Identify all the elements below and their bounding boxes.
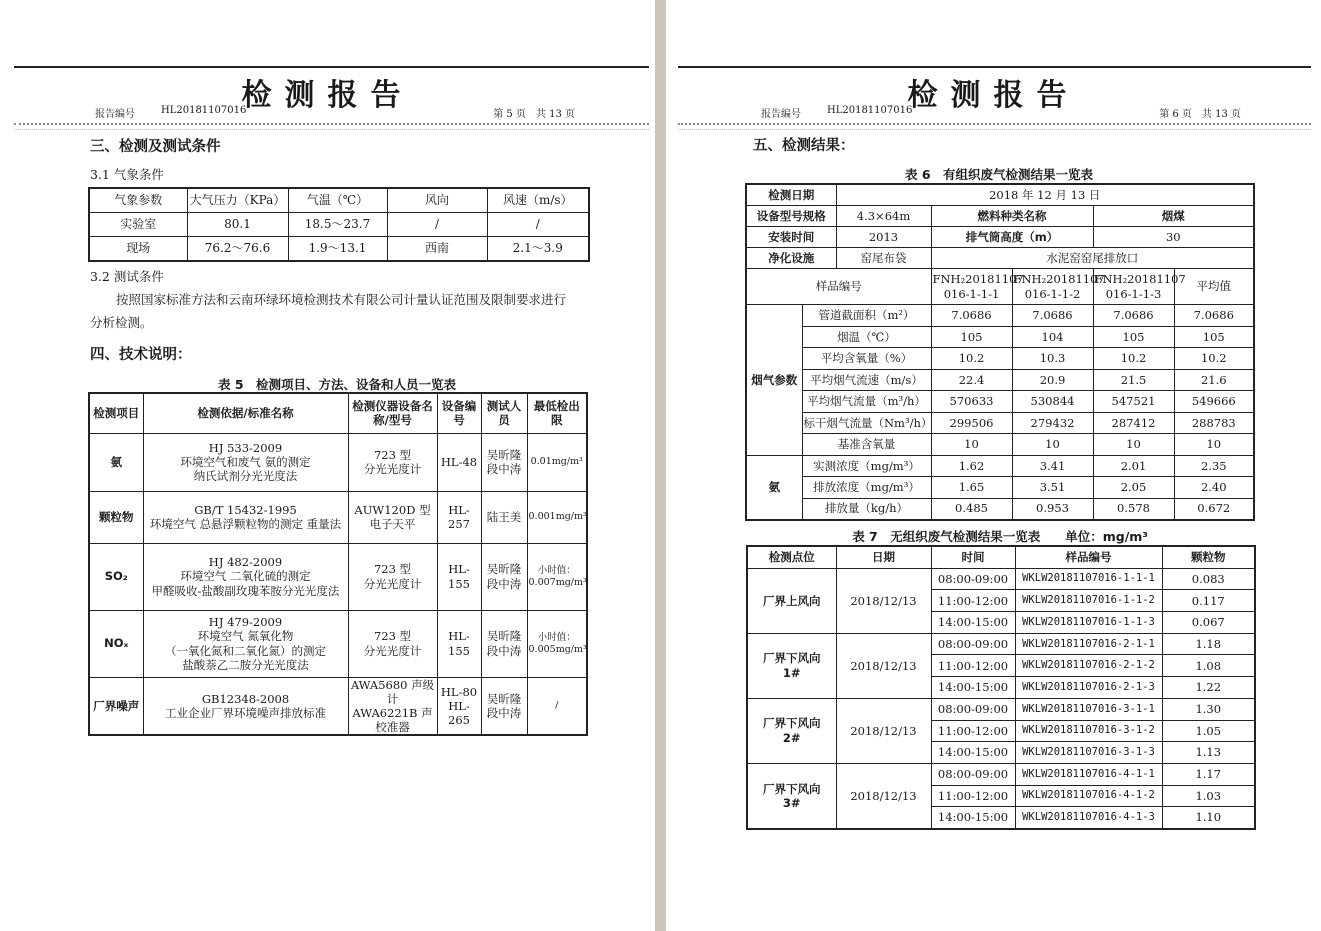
param-name-cell: 标干烟气流量（Nm³/h） xyxy=(802,412,931,434)
table-row xyxy=(746,369,1254,391)
table6-body xyxy=(746,305,1254,520)
table-cell: 平均值 xyxy=(1174,269,1254,305)
report-no: HL20181107016 xyxy=(161,105,247,116)
staff-cell xyxy=(481,543,527,610)
page-binding-gap xyxy=(655,0,666,931)
cell-line: HL-265 xyxy=(448,698,470,727)
param-name-cell: 排放量（kg/h） xyxy=(802,498,931,520)
cell-line: HL-48 xyxy=(440,454,478,469)
header-rule xyxy=(14,66,649,68)
table-cell: 西南 xyxy=(387,237,487,262)
item-cell: SO₂ xyxy=(89,543,143,610)
point-cell: 厂界下风向 2# xyxy=(747,698,836,763)
cell-line: 分光光度计 xyxy=(363,462,422,476)
param-name-cell: 实测浓度（mg/m³） xyxy=(802,455,931,477)
table-cell: WKLW20181107016-2-1-1 xyxy=(1015,633,1162,655)
param-name-cell: 平均烟气流速（m/s） xyxy=(802,369,931,391)
table-cell: WKLW20181107016-3-1-3 xyxy=(1015,742,1162,764)
table-cell: / xyxy=(387,213,487,237)
cell-line: HL-155 xyxy=(448,562,470,591)
staff-cell xyxy=(481,433,527,491)
table-cell: 1.17 xyxy=(1162,763,1255,785)
report-no: HL20181107016 xyxy=(827,105,913,116)
table-cell: 10 xyxy=(931,434,1012,456)
table-header-cell: 安装时间 xyxy=(746,227,836,248)
table-cell: 14:00-15:00 xyxy=(931,807,1015,829)
table-cell: 7.0686 xyxy=(1174,305,1254,327)
cell-line: 小时值： xyxy=(537,564,576,576)
table-cell: 3.41 xyxy=(1012,455,1093,477)
param-name-cell: 平均含氧量（%） xyxy=(802,348,931,370)
table5 xyxy=(88,392,588,736)
table-row xyxy=(746,269,1254,305)
cell-line: 电子天平 xyxy=(369,517,416,531)
table5-body xyxy=(89,433,587,735)
table-cell: 10.3 xyxy=(1012,348,1093,370)
table-cell: 2.35 xyxy=(1174,455,1254,477)
test-text-line1: 按照国家标准方法和云南环绿环境检测技术有限公司计量认证范围及限制要求进行 xyxy=(116,292,567,307)
table-row xyxy=(747,698,1255,720)
table-cell: 2.01 xyxy=(1093,455,1174,477)
cell-line: HL-80 xyxy=(440,684,478,699)
header-rule xyxy=(678,66,1311,68)
cell-line: HL-155 xyxy=(448,629,470,658)
limit-cell xyxy=(527,491,587,543)
section-4-heading: 四、技术说明： xyxy=(90,347,192,363)
table-row xyxy=(746,348,1254,370)
report-no-label: 报告编号 xyxy=(761,109,801,120)
cell-line: HJ 482-2009 xyxy=(208,555,283,570)
page-info: 第 5 页 共 13 页 xyxy=(493,109,575,120)
table-row xyxy=(746,184,1254,206)
cell-line: GB/T 15432-1995 xyxy=(194,502,297,517)
table-header-cell: 设备编号 xyxy=(437,393,481,433)
param-name-cell: 管道截面积（m²） xyxy=(802,305,931,327)
limit-cell xyxy=(527,543,587,610)
cell-line: 0.001mg/m³ xyxy=(528,511,587,523)
table-cell: 实验室 xyxy=(89,213,187,237)
table-header-cell: 设备型号规格 xyxy=(746,206,836,227)
table-cell: 1.62 xyxy=(931,455,1012,477)
table-cell: 1.65 xyxy=(931,477,1012,499)
table-cell: 窑尾布袋 xyxy=(836,248,931,269)
standard-cell xyxy=(143,677,348,735)
table6-caption: 表 6 有组织废气检测结果一览表 xyxy=(904,167,1094,182)
limit-cell xyxy=(527,677,587,735)
table-cell: 21.5 xyxy=(1093,369,1174,391)
weather-table xyxy=(88,187,590,262)
table-cell: WKLW20181107016-4-1-3 xyxy=(1015,807,1162,829)
table-cell: 08:00-09:00 xyxy=(931,568,1015,590)
table-cell: 1.30 xyxy=(1162,698,1255,720)
table-header-cell: 检测项目 xyxy=(89,393,143,433)
table-cell: 1.03 xyxy=(1162,785,1255,807)
table-cell: FNH₂20181107 016-1-1-2 xyxy=(1012,269,1093,305)
cell-line: / xyxy=(555,699,559,711)
table-row xyxy=(89,213,589,237)
table-cell: 1.9～13.1 xyxy=(288,237,387,262)
cell-line: （一氧化氮和二氧化氮）的测定 xyxy=(165,643,326,658)
table-cell: 30 xyxy=(1093,227,1254,248)
table-header-cell: 时间 xyxy=(931,546,1015,568)
table-cell: 现场 xyxy=(89,237,187,262)
table-cell: 08:00-09:00 xyxy=(931,633,1015,655)
table-header-cell: 最低检出限 xyxy=(527,393,587,433)
param-name-cell: 平均烟气流量（m³/h） xyxy=(802,391,931,413)
table-row xyxy=(746,227,1254,248)
table-cell: WKLW20181107016-3-1-1 xyxy=(1015,698,1162,720)
point-cell: 厂界下风向 3# xyxy=(747,763,836,829)
table-cell: 4.3×64m xyxy=(836,206,931,227)
table-header-cell: 检测依据/标准名称 xyxy=(143,393,348,433)
standard-cell xyxy=(143,491,348,543)
table-cell: 11:00-12:00 xyxy=(931,655,1015,677)
cell-line: AWA6221B 声校准器 xyxy=(352,705,433,734)
table-cell: 105 xyxy=(931,326,1012,348)
table-row xyxy=(746,326,1254,348)
group-cell: 烟气参数 xyxy=(746,305,802,456)
item-cell: 颗粒物 xyxy=(89,491,143,543)
table-header-cell: 检测点位 xyxy=(747,546,836,568)
table-header-cell: 颗粒物 xyxy=(1162,546,1255,568)
table-row xyxy=(746,206,1254,227)
table-row xyxy=(746,498,1254,520)
table-row xyxy=(747,568,1255,590)
table-cell: 10 xyxy=(1012,434,1093,456)
table-header-cell: 日期 xyxy=(836,546,931,568)
table-row xyxy=(746,477,1254,499)
equip_no-cell xyxy=(437,433,481,491)
cell-line: 环境空气 二氧化硫的测定 xyxy=(180,569,311,584)
table-cell: 0.485 xyxy=(931,498,1012,520)
cell-line: 吴昕隆 xyxy=(486,562,522,577)
table-cell: 1.10 xyxy=(1162,807,1255,829)
table-cell: 21.6 xyxy=(1174,369,1254,391)
table-row xyxy=(747,633,1255,655)
table-cell: 1.13 xyxy=(1162,742,1255,764)
table-cell: 2018 年 12 月 13 日 xyxy=(836,184,1254,206)
table-cell: WKLW20181107016-3-1-2 xyxy=(1015,720,1162,742)
staff-cell xyxy=(481,491,527,543)
table-cell: FNH₂20181107 016-1-1-3 xyxy=(1093,269,1174,305)
equip_no-cell xyxy=(437,491,481,543)
table-row xyxy=(746,248,1254,269)
table-cell: 大气压力（KPa） xyxy=(187,188,288,213)
cell-line: 吴昕隆 xyxy=(486,447,522,462)
table-cell: 0.953 xyxy=(1012,498,1093,520)
table-cell: 14:00-15:00 xyxy=(931,677,1015,699)
date-cell: 2018/12/13 xyxy=(836,763,931,829)
cell-line: HL-257 xyxy=(448,502,470,531)
cell-line: 盐酸萘乙二胺分光光度法 xyxy=(182,657,309,672)
standard-cell xyxy=(143,610,348,677)
cell-line: 段中涛 xyxy=(486,462,522,476)
date-cell: 2018/12/13 xyxy=(836,698,931,763)
table-cell: 10 xyxy=(1093,434,1174,456)
table-cell: 10.2 xyxy=(1093,348,1174,370)
table-cell: 105 xyxy=(1093,326,1174,348)
table-cell: 2.05 xyxy=(1093,477,1174,499)
cell-line: 甲醛吸收-盐酸副玫瑰苯胺分光光度法 xyxy=(151,583,340,598)
table-header-cell: 排气筒高度（m） xyxy=(931,227,1093,248)
cell-line: 吴昕隆 xyxy=(486,629,522,644)
equip_no-cell xyxy=(437,543,481,610)
table-cell: 1.22 xyxy=(1162,677,1255,699)
cell-line: AWA5680 声级计 xyxy=(350,677,435,706)
table-row xyxy=(89,543,587,610)
cell-line: 分光光度计 xyxy=(363,576,422,591)
table-cell: 7.0686 xyxy=(1012,305,1093,327)
group-cell: 氨 xyxy=(746,455,802,520)
table-cell: 80.1 xyxy=(187,213,288,237)
date-cell: 2018/12/13 xyxy=(836,568,931,633)
table-cell: 547521 xyxy=(1093,391,1174,413)
table-cell: 风向 xyxy=(387,188,487,213)
table-cell: 279432 xyxy=(1012,412,1093,434)
staff-cell xyxy=(481,610,527,677)
table-header-row xyxy=(89,188,589,213)
table-cell: 299506 xyxy=(931,412,1012,434)
table-cell: 11:00-12:00 xyxy=(931,785,1015,807)
item-cell: NOₓ xyxy=(89,610,143,677)
section-3-heading: 三、检测及测试条件 xyxy=(90,139,221,155)
table-cell: 530844 xyxy=(1012,391,1093,413)
table-row xyxy=(89,491,587,543)
table-header-cell: 净化设施 xyxy=(746,248,836,269)
section-5-heading: 五、检测结果： xyxy=(753,138,855,154)
page-info: 第 6 页 共 13 页 xyxy=(1159,109,1241,120)
table-cell: 1.18 xyxy=(1162,633,1255,655)
table-row xyxy=(746,434,1254,456)
table-header-cell: 检测仪器设备名称/型号 xyxy=(348,393,437,433)
param-name-cell: 排放浓度（mg/m³） xyxy=(802,477,931,499)
table-row xyxy=(89,677,587,735)
table-cell: WKLW20181107016-2-1-2 xyxy=(1015,655,1162,677)
table-row xyxy=(746,391,1254,413)
table-cell: WKLW20181107016-4-1-1 xyxy=(1015,763,1162,785)
table-cell: 11:00-12:00 xyxy=(931,590,1015,612)
table7 xyxy=(746,545,1256,830)
equip_no-cell xyxy=(437,677,481,735)
point-cell: 厂界上风向 xyxy=(747,568,836,633)
table-row xyxy=(746,305,1254,327)
table-cell: 10 xyxy=(1174,434,1254,456)
table-cell: WKLW20181107016-1-1-1 xyxy=(1015,568,1162,590)
cell-line: 吴昕隆 xyxy=(486,691,522,706)
cell-line: GB12348-2008 xyxy=(201,691,290,706)
weather-heading: 3.1 气象条件 xyxy=(90,167,164,182)
table-cell: FNH₂20181107 016-1-1-1 xyxy=(931,269,1012,305)
report-meta xyxy=(761,105,1241,119)
equip_no-cell xyxy=(437,610,481,677)
table-cell: / xyxy=(487,213,589,237)
table-cell: 288783 xyxy=(1174,412,1254,434)
staff-cell xyxy=(481,677,527,735)
table-cell: 3.51 xyxy=(1012,477,1093,499)
cell-line: AUW120D 型 xyxy=(354,502,431,517)
test-heading: 3.2 测试条件 xyxy=(90,269,164,284)
cell-line: HJ 533-2009 xyxy=(208,440,283,455)
table-cell: 0.083 xyxy=(1162,568,1255,590)
table5-caption: 表 5 检测项目、方法、设备和人员一览表 xyxy=(217,377,457,392)
table-cell: 549666 xyxy=(1174,391,1254,413)
table-cell: 0.067 xyxy=(1162,612,1255,634)
cell-line: 段中涛 xyxy=(486,576,522,591)
table-header-row xyxy=(89,393,587,433)
cell-line: 环境空气 氮氧化物 xyxy=(197,629,294,644)
report-page-5 xyxy=(0,0,655,931)
dotted-divider xyxy=(14,123,649,130)
table-header-cell: 样品编号 xyxy=(1015,546,1162,568)
cell-line: HJ 479-2009 xyxy=(208,615,283,630)
table-cell: 2013 xyxy=(836,227,931,248)
table-cell: 14:00-15:00 xyxy=(931,742,1015,764)
cell-line: 工业企业厂界环境噪声排放标准 xyxy=(165,705,326,720)
table-cell: 0.117 xyxy=(1162,590,1255,612)
table-cell: WKLW20181107016-1-1-2 xyxy=(1015,590,1162,612)
report-meta xyxy=(95,105,575,119)
table-cell: 气温（℃） xyxy=(288,188,387,213)
cell-line: 0.007mg/m³ xyxy=(528,576,587,588)
cell-line: 723 型 xyxy=(373,562,412,577)
cell-line: 分光光度计 xyxy=(363,643,422,658)
instrument-cell xyxy=(348,543,437,610)
item-cell: 厂界噪声 xyxy=(89,677,143,735)
report-title: 检测报告 xyxy=(907,78,1080,113)
table-cell: 20.9 xyxy=(1012,369,1093,391)
table-cell: 0.578 xyxy=(1093,498,1174,520)
table-cell: 水泥窑窑尾排放口 xyxy=(931,248,1254,269)
test-text-line2: 分析检测。 xyxy=(90,315,153,330)
table-cell: 1.08 xyxy=(1162,655,1255,677)
table-cell: 2.1～3.9 xyxy=(487,237,589,262)
limit-cell xyxy=(527,433,587,491)
table-cell: 08:00-09:00 xyxy=(931,698,1015,720)
table-header-cell: 测试人员 xyxy=(481,393,527,433)
cell-line: 723 型 xyxy=(373,447,412,462)
table-cell: 105 xyxy=(1174,326,1254,348)
table-cell: 10.2 xyxy=(1174,348,1254,370)
table-header-cell: 燃料种类名称 xyxy=(931,206,1093,227)
standard-cell xyxy=(143,543,348,610)
cell-line: 723 型 xyxy=(373,629,412,644)
point-cell: 厂界下风向 1# xyxy=(747,633,836,698)
table-cell: 0.672 xyxy=(1174,498,1254,520)
table-cell: 14:00-15:00 xyxy=(931,612,1015,634)
date-cell: 2018/12/13 xyxy=(836,633,931,698)
table-row xyxy=(746,412,1254,434)
param-name-cell: 烟温（℃） xyxy=(802,326,931,348)
instrument-cell xyxy=(348,610,437,677)
table-cell: 22.4 xyxy=(931,369,1012,391)
cell-line: 段中涛 xyxy=(486,643,522,658)
limit-cell xyxy=(527,610,587,677)
table-cell: 风速（m/s） xyxy=(487,188,589,213)
table-cell: 7.0686 xyxy=(1093,305,1174,327)
dotted-divider xyxy=(678,123,1311,130)
cell-line: 陆王美 xyxy=(486,509,522,524)
table-cell: 1.05 xyxy=(1162,720,1255,742)
cell-line: 环境空气 总悬浮颗粒物的测定 重量法 xyxy=(149,517,342,531)
table-cell: 104 xyxy=(1012,326,1093,348)
table-row xyxy=(89,237,589,262)
table-cell: 7.0686 xyxy=(931,305,1012,327)
cell-line: 0.01mg/m³ xyxy=(530,456,583,468)
table-row xyxy=(89,433,587,491)
table7-body xyxy=(747,568,1255,829)
instrument-cell xyxy=(348,433,437,491)
cell-line: 纳氏试剂分光光度法 xyxy=(193,469,298,483)
item-cell: 氨 xyxy=(89,433,143,491)
table-row xyxy=(89,610,587,677)
table-cell: 18.5～23.7 xyxy=(288,213,387,237)
table7-caption: 表 7 无组织废气检测结果一览表 单位：mg/m³ xyxy=(852,529,1148,544)
table-row xyxy=(746,455,1254,477)
cell-line: 环境空气和废气 氨的测定 xyxy=(180,454,311,469)
table-cell: 570633 xyxy=(931,391,1012,413)
table-cell: WKLW20181107016-2-1-3 xyxy=(1015,677,1162,699)
table-header-cell: 烟煤 xyxy=(1093,206,1254,227)
table-cell: WKLW20181107016-4-1-2 xyxy=(1015,785,1162,807)
table-cell: 气象参数 xyxy=(89,188,187,213)
table-cell: 10.2 xyxy=(931,348,1012,370)
table-cell: 11:00-12:00 xyxy=(931,720,1015,742)
table-cell: 样品编号 xyxy=(746,269,931,305)
param-name-cell: 基准含氧量 xyxy=(802,434,931,456)
table-cell: 2.40 xyxy=(1174,477,1254,499)
table-cell: 287412 xyxy=(1093,412,1174,434)
table-header-cell: 检测日期 xyxy=(746,184,836,206)
cell-line: 段中涛 xyxy=(486,705,522,720)
report-title: 检测报告 xyxy=(241,78,414,113)
table-cell: 76.2～76.6 xyxy=(187,237,288,262)
table-cell: WKLW20181107016-1-1-3 xyxy=(1015,612,1162,634)
table-cell: 08:00-09:00 xyxy=(931,763,1015,785)
report-no-label: 报告编号 xyxy=(95,109,135,120)
table6 xyxy=(745,183,1255,521)
table-header-row xyxy=(747,546,1255,568)
instrument-cell xyxy=(348,491,437,543)
cell-line: 小时值： xyxy=(537,631,576,643)
cell-line: 0.005mg/m³ xyxy=(528,643,587,655)
standard-cell xyxy=(143,433,348,491)
instrument-cell xyxy=(348,677,437,735)
table-row xyxy=(747,763,1255,785)
